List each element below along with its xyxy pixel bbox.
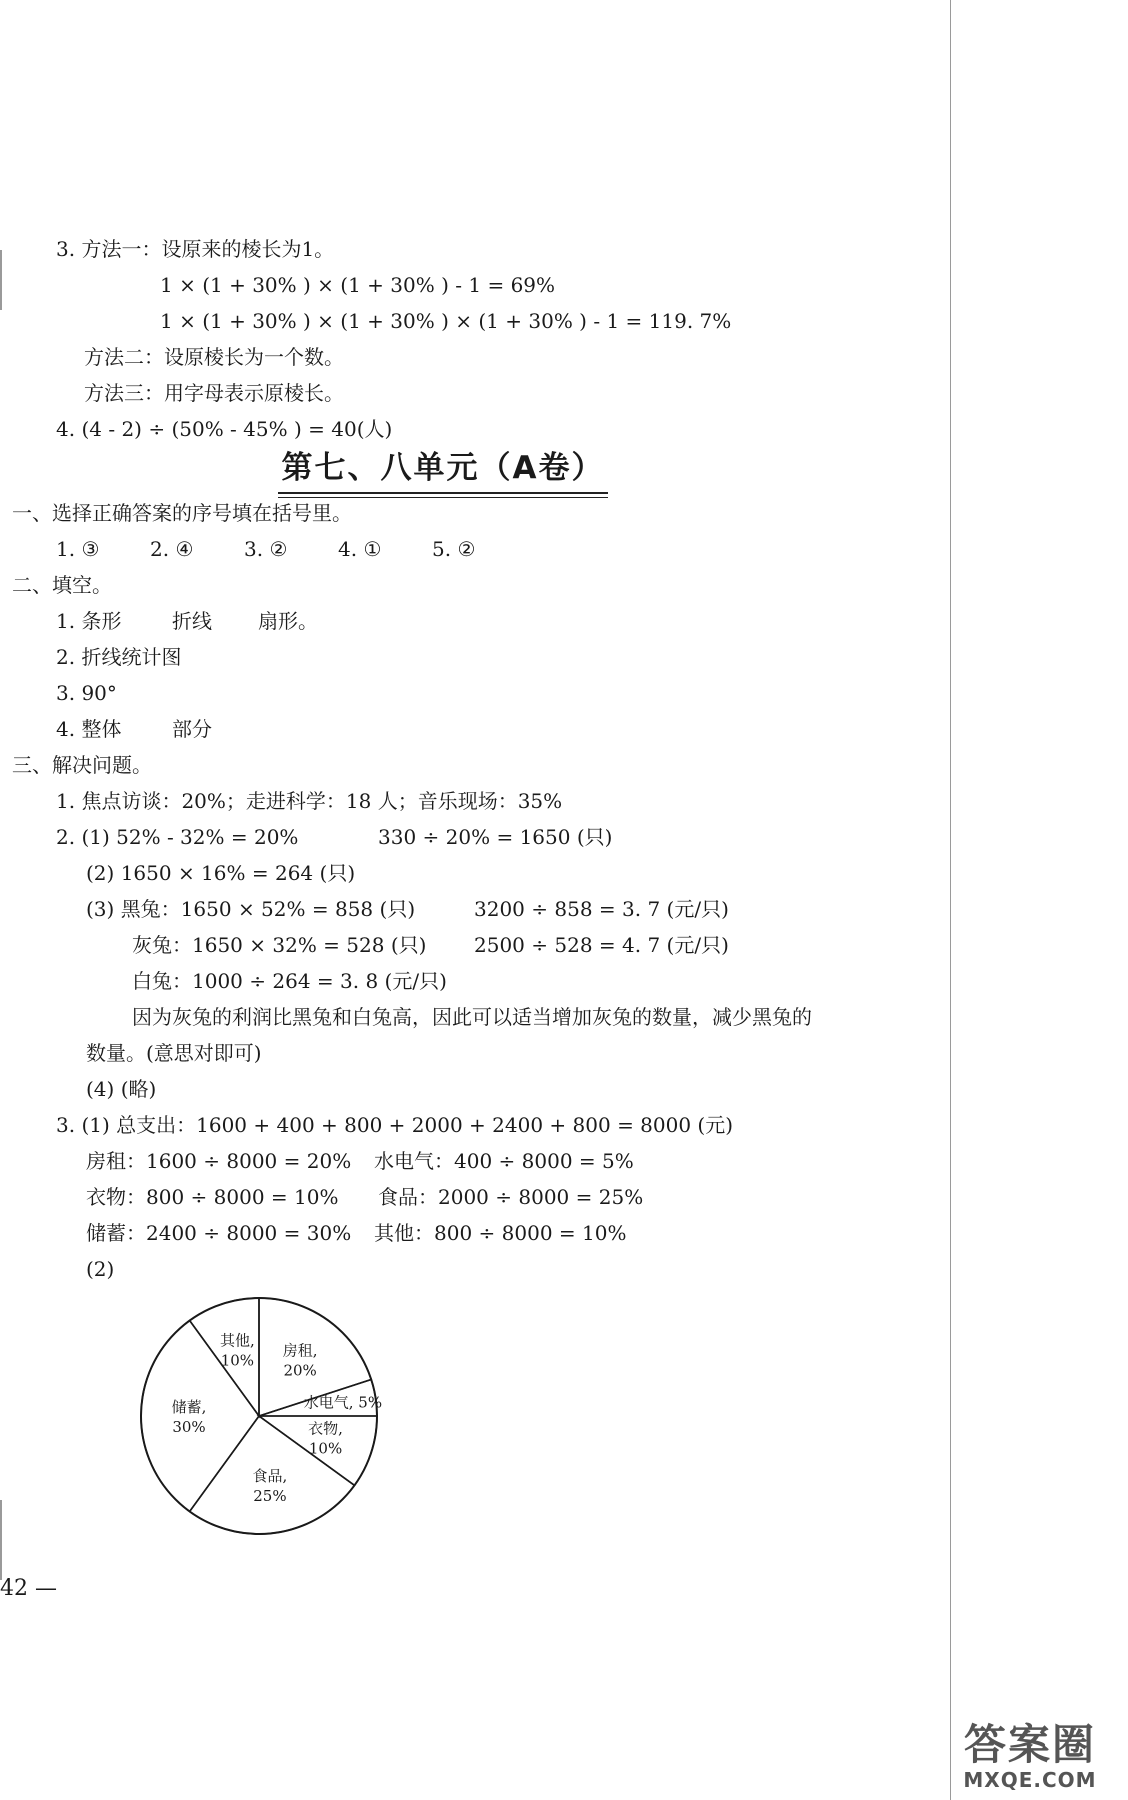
left-margin-mark [0,1500,2,1580]
problem-answer: (2) 1650 × 16% = 264 (只) [86,861,356,885]
problem-answer: 白兔：1000 ÷ 264 = 3. 8 (元/只) [132,969,447,993]
pie-slice-value: 10% [308,1439,343,1458]
part3-heading: 三、解决问题。 [12,753,152,777]
title-underline [278,497,608,498]
problem-answer: 食品：2000 ÷ 8000 = 25% [378,1185,644,1209]
pie-slice-value: 25% [253,1487,287,1506]
fill-answer: 3. 90° [56,681,117,705]
q3-method2: 方法二：设原棱长为一个数。 [84,345,344,369]
part2-heading: 二、填空。 [12,573,112,597]
fill-answer: 扇形。 [258,609,318,633]
problem-answer: 2500 ÷ 528 = 4. 7 (元/只) [474,933,729,957]
fill-answer: 折线 [172,609,212,633]
fill-answer: 2. 折线统计图 [56,645,182,669]
section-title: 第七、八单元（A卷） [281,450,605,486]
problem-answer: 2. (1) 52% - 32% = 20% [56,825,299,849]
problem-answer: 因为灰兔的利润比黑兔和白兔高，因此可以适当增加灰兔的数量，减少黑兔的 [132,1005,812,1029]
problem-answer: (2) [86,1257,115,1281]
problem-answer: 330 ÷ 20% = 1650 (只) [378,825,613,849]
choice-answer: 1. ③ [56,537,100,561]
choice-answer: 4. ① [338,537,382,561]
expense-pie-chart [126,1296,392,1536]
problem-answer: 其他：800 ÷ 8000 = 10% [374,1221,627,1245]
problem-answer: 灰兔：1650 × 32% = 528 (只) [132,933,427,957]
pie-slice-label: 其他, [219,1331,255,1350]
q4-answer: 4. (4 - 2) ÷ (50% - 45% ) = 40(人) [56,417,393,441]
problem-answer: 数量。(意思对即可) [86,1041,262,1065]
watermark-text: 答案圈 [963,1720,1096,1769]
fill-answer: 部分 [172,717,212,741]
pie-slice-label: 储蓄, [171,1398,207,1416]
problem-answer: 3200 ÷ 858 = 3. 7 (元/只) [474,897,729,921]
pie-slice-label: 水电气, 5% [303,1393,383,1412]
problem-answer: 衣物：800 ÷ 8000 = 10% [86,1185,339,1209]
q3-method3: 方法三：用字母表示原棱长。 [84,381,344,405]
problem-answer: 水电气：400 ÷ 8000 = 5% [374,1149,634,1173]
pie-slice-label: 衣物, [308,1419,343,1438]
right-margin-line [950,0,951,1800]
part1-heading: 一、选择正确答案的序号填在括号里。 [12,501,352,525]
problem-answer: 储蓄：2400 ÷ 8000 = 30% [86,1221,352,1245]
choice-answer: 2. ④ [150,537,194,561]
pie-slice-label: 房租, [282,1341,318,1360]
pie-svg [126,1296,392,1536]
fill-answer: 1. 条形 [56,609,122,633]
problem-answer: 3. (1) 总支出：1600 + 400 + 800 + 2000 + 2400 + 800 = 8000 (元) [56,1113,734,1137]
choice-answer: 5. ② [432,537,476,561]
pie-slice-value: 20% [283,1361,317,1380]
q3-calc2: 1 × (1 + 30% ) × (1 + 30% ) × (1 + 30% ) - 1 = 119. 7% [160,309,732,333]
page-number: 42 — [0,1576,57,1601]
problem-answer: 1. 焦点访谈：20%；走进科学：18 人；音乐现场：35% [56,789,563,813]
pie-slice-label: 食品, [252,1467,288,1486]
left-margin-mark [0,250,2,310]
problem-answer: (4) (略) [86,1077,157,1101]
fill-answer: 4. 整体 [56,717,122,741]
q3-calc1: 1 × (1 + 30% ) × (1 + 30% ) - 1 = 69% [160,273,556,297]
problem-answer: 房租：1600 ÷ 8000 = 20% [86,1149,352,1173]
pie-slice-value: 10% [220,1351,255,1370]
problem-answer: (3) 黑兔：1650 × 52% = 858 (只) [86,897,416,921]
title-underline [278,492,608,494]
watermark-logo [940,1712,1120,1796]
pie-slice-value: 30% [172,1418,206,1436]
watermark-url: MXQE.COM [963,1768,1097,1792]
q3-method1: 3. 方法一：设原来的棱长为1。 [56,237,335,261]
choice-answer: 3. ② [244,537,288,561]
